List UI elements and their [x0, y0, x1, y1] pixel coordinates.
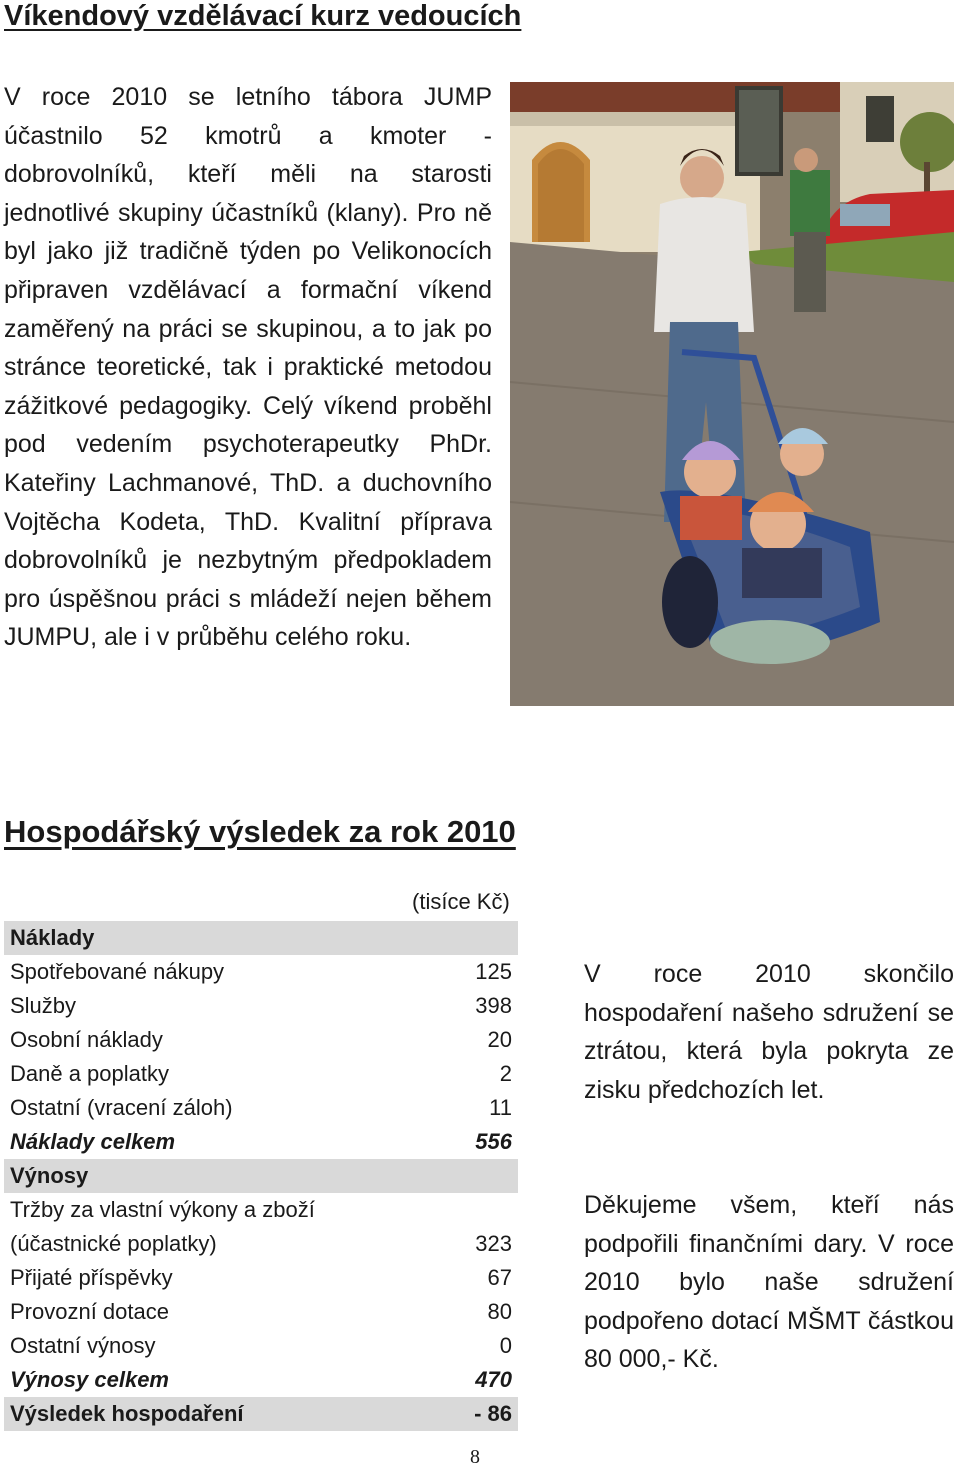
- row-label: Osobní náklady: [10, 1027, 163, 1052]
- table-row: [4, 1227, 518, 1261]
- camp-photo: [510, 82, 954, 706]
- table-row: [4, 955, 518, 989]
- row-value: 2: [499, 1061, 512, 1086]
- costs-total-label: Náklady celkem: [10, 1129, 176, 1154]
- result-value: - 86: [426, 1397, 518, 1431]
- table-row: [4, 1091, 518, 1125]
- course-paragraph: V roce 2010 se letního tábora JUMP účastnilo 52 kmotrů a kmoter - dobrovolníků, kteří měli na starosti jednotlivé skupiny účastníků (klany). Pro ně byl jako již tradičně týden po Velikonocích připraven vzdělávací a formační víkend zaměřený na práci se skupinou, a to jak po stránce teoretické, tak i praktické metodou zážitkové pedagogiky. Celý víkend proběhl pod vedením psychoterapeutky PhDr. Kateřiny Lachmanové, ThD. a duchovního Vojtěcha Kodeta, ThD. Kvalitní příprava dobrovolníků je nezbytným předpokladem pro úspěšnou práci s mládeží nejen během JUMPU, ale i v průběhu celého roku.: [4, 83, 492, 652]
- table-section-header: [4, 921, 518, 955]
- table-row: [4, 1193, 518, 1227]
- table-row: [4, 1261, 518, 1295]
- table-row: [4, 1329, 518, 1363]
- revenues-total-label: Výnosy celkem: [10, 1367, 169, 1392]
- row-label: Služby: [10, 993, 77, 1018]
- result-label: Výsledek hospodaření: [4, 1397, 426, 1431]
- row-value: 80: [487, 1299, 512, 1324]
- table-row: [4, 1295, 518, 1329]
- row-value: 11: [489, 1095, 512, 1120]
- result-row: [4, 1397, 518, 1431]
- section-title-course: Víkendový vzdělávací kurz vedoucích: [4, 0, 522, 32]
- row-label: Přijaté příspěvky: [10, 1265, 173, 1290]
- row-value: 0: [499, 1333, 512, 1358]
- table-row: [4, 989, 518, 1023]
- row-label: Ostatní výnosy: [10, 1333, 156, 1358]
- thanks-note: Děkujeme všem, kteří nás podpořili finančními dary. V roce 2010 bylo naše sdružení podpořeno dotací MŠMT částkou 80 000,- Kč.: [584, 1191, 954, 1374]
- row-label: Ostatní (vracení záloh): [10, 1095, 233, 1120]
- row-label: Daně a poplatky: [10, 1061, 169, 1086]
- unit-label: (tisíce Kč): [412, 889, 510, 914]
- row-label-continued: (účastnické poplatky): [10, 1231, 217, 1256]
- row-value: 323: [475, 1231, 512, 1256]
- row-label: Provozní dotace: [10, 1299, 169, 1324]
- loss-note: V roce 2010 skončilo hospodaření našeho sdružení se ztrátou, která byla pokryta ze zisku předchozích let.: [584, 960, 954, 1104]
- page-number: 8: [470, 1446, 480, 1468]
- row-value: 20: [487, 1027, 512, 1052]
- row-value: 398: [475, 993, 512, 1018]
- costs-total-row: [4, 1125, 518, 1159]
- row-label: Spotřebované nákupy: [10, 959, 225, 984]
- table-section-header: [4, 1159, 518, 1193]
- revenues-total-row: [4, 1363, 518, 1397]
- row-value: 67: [487, 1265, 512, 1290]
- table-row: [4, 1057, 518, 1091]
- costs-header: Náklady: [4, 921, 518, 955]
- section-title-finance: Hospodářský výsledek za rok 2010: [4, 814, 516, 849]
- revenues-total-value: 470: [475, 1367, 512, 1392]
- finance-table: [4, 921, 518, 1431]
- row-label: Tržby za vlastní výkony a zboží: [10, 1197, 315, 1222]
- costs-total-value: 556: [475, 1129, 512, 1154]
- table-row: [4, 1023, 518, 1057]
- revenues-header: Výnosy: [4, 1159, 518, 1193]
- row-value: 125: [475, 959, 512, 984]
